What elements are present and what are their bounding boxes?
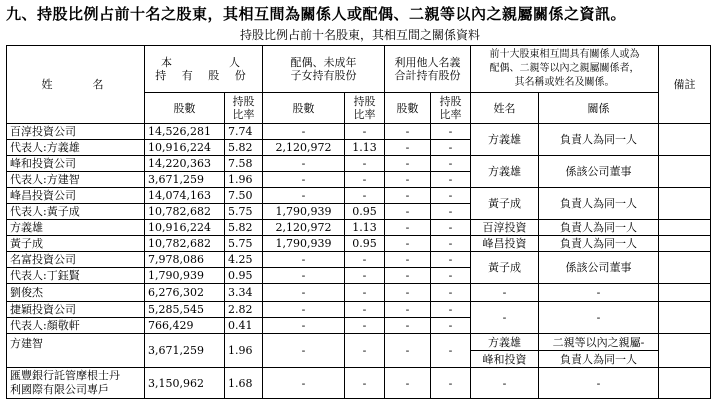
cell-shares: 766,429: [145, 318, 225, 334]
cell-rel-relation: 負責人為同一人: [539, 188, 659, 220]
header-relation: 前十大股東相互間具有關係人或為 配偶、二親等以內之親屬關係者， 其名稱或姓名及關係。: [471, 46, 659, 93]
header-spouse-count: 股數: [263, 93, 345, 124]
cell-ratio: 5.82: [225, 140, 263, 156]
cell-spouse-shares: -: [263, 156, 345, 172]
cell-spouse-ratio: -: [345, 368, 385, 399]
cell-rel-name: 方義雄: [471, 334, 539, 351]
shareholder-table: [6, 45, 711, 399]
cell-spouse-shares: -: [263, 318, 345, 334]
cell-shares: 7,978,086: [145, 252, 225, 268]
cell-shares: 3,671,259: [145, 172, 225, 188]
table-row: [7, 302, 711, 318]
cell-nominee-shares: -: [385, 140, 431, 156]
cell-ratio: 7.58: [225, 156, 263, 172]
cell-spouse-shares: -: [263, 368, 345, 399]
cell-nominee-ratio: -: [431, 156, 471, 172]
cell-name: 代表人:顏敬軒: [7, 318, 145, 334]
cell-spouse-ratio: 1.13: [345, 220, 385, 236]
cell-nominee-ratio: -: [431, 284, 471, 302]
cell-nominee-shares: -: [385, 334, 431, 368]
cell-ratio: 7.74: [225, 124, 263, 140]
header-ratio: 持股 比率: [225, 93, 263, 124]
cell-nominee-ratio: -: [431, 302, 471, 318]
cell-shares: 14,220,363: [145, 156, 225, 172]
cell-rel-name: 峰昌投資: [471, 236, 539, 252]
cell-spouse-shares: -: [263, 188, 345, 204]
cell-note: [659, 284, 711, 302]
header-nominee-shares: 利用他人名義 合計持有股份: [385, 46, 471, 93]
cell-nominee-shares: -: [385, 284, 431, 302]
cell-name: 峰昌投資公司: [7, 188, 145, 204]
cell-rel-name: 黃子成: [471, 252, 539, 284]
table-row: [7, 334, 711, 351]
cell-rel-relation: 負責人為同一人: [539, 124, 659, 156]
cell-name: 捷穎投資公司: [7, 302, 145, 318]
header-nominee-ratio: 持股 比率: [431, 93, 471, 124]
cell-nominee-shares: -: [385, 268, 431, 284]
cell-spouse-ratio: 0.95: [345, 204, 385, 220]
cell-nominee-ratio: -: [431, 220, 471, 236]
header-spouse-shares: 配偶、未成年 子女持有股份: [263, 46, 385, 93]
cell-note: [659, 156, 711, 188]
cell-shares: 1,790,939: [145, 268, 225, 284]
cell-spouse-shares: 1,790,939: [263, 204, 345, 220]
cell-spouse-shares: -: [263, 124, 345, 140]
cell-nominee-shares: -: [385, 236, 431, 252]
cell-rel-name: 方義雄: [471, 124, 539, 156]
cell-nominee-shares: -: [385, 172, 431, 188]
cell-spouse-shares: 1,790,939: [263, 236, 345, 252]
header-spouse-ratio: 持股 比率: [345, 93, 385, 124]
cell-nominee-ratio: -: [431, 252, 471, 268]
cell-rel-relation: 負責人為同一人: [539, 351, 659, 368]
table-row: [7, 188, 711, 204]
cell-spouse-shares: 2,120,972: [263, 140, 345, 156]
cell-name: 代表人:丁鈺賢: [7, 268, 145, 284]
cell-spouse-ratio: -: [345, 124, 385, 140]
cell-rel-relation: 係該公司董事: [539, 156, 659, 188]
table-row: [7, 156, 711, 172]
cell-nominee-shares: -: [385, 220, 431, 236]
cell-shares: 5,285,545: [145, 302, 225, 318]
header-shares: 股數: [145, 93, 225, 124]
cell-shares: 3,671,259: [145, 334, 225, 368]
cell-nominee-shares: -: [385, 318, 431, 334]
cell-name: 匯豐銀行託管摩根士丹 利國際有限公司專戶: [7, 368, 145, 399]
cell-rel-relation: 二親等以內之親屬-: [539, 334, 659, 351]
cell-ratio: 5.75: [225, 204, 263, 220]
cell-name: 劉俊杰: [7, 284, 145, 302]
cell-rel-name: 方義雄: [471, 156, 539, 188]
cell-rel-name: -: [471, 302, 539, 334]
cell-rel-relation: -: [539, 284, 659, 302]
cell-spouse-ratio: -: [345, 156, 385, 172]
header-own-shares: 本 人 持 有 股 份: [145, 46, 263, 93]
cell-nominee-ratio: -: [431, 140, 471, 156]
cell-nominee-shares: -: [385, 302, 431, 318]
cell-note: [659, 220, 711, 236]
cell-spouse-ratio: -: [345, 268, 385, 284]
table-row: [7, 368, 711, 399]
table-row: [7, 124, 711, 140]
cell-name: 代表人:黃子成: [7, 204, 145, 220]
table-row: [7, 284, 711, 302]
cell-spouse-ratio: -: [345, 284, 385, 302]
table-row: [7, 220, 711, 236]
cell-shares: 10,916,224: [145, 140, 225, 156]
cell-shares: 3,150,962: [145, 368, 225, 399]
cell-rel-name: -: [471, 284, 539, 302]
cell-ratio: 2.82: [225, 302, 263, 318]
cell-spouse-ratio: -: [345, 302, 385, 318]
cell-spouse-shares: -: [263, 172, 345, 188]
cell-name: 代表人:方義雄: [7, 140, 145, 156]
cell-nominee-ratio: -: [431, 188, 471, 204]
cell-name: 名富投資公司: [7, 252, 145, 268]
table-row: [7, 236, 711, 252]
cell-nominee-ratio: -: [431, 236, 471, 252]
cell-shares: 10,916,224: [145, 220, 225, 236]
cell-nominee-shares: -: [385, 252, 431, 268]
cell-nominee-ratio: -: [431, 124, 471, 140]
cell-rel-relation: 負責人為同一人: [539, 220, 659, 236]
cell-spouse-shares: -: [263, 334, 345, 368]
cell-rel-relation: -: [539, 302, 659, 334]
cell-nominee-shares: -: [385, 368, 431, 399]
cell-shares: 10,782,682: [145, 236, 225, 252]
cell-note: [659, 368, 711, 399]
cell-nominee-ratio: -: [431, 334, 471, 368]
section-heading: 九、持股比例占前十名之股東，其相互間為關係人或配偶、二親等以內之親屬關係之資訊。: [6, 5, 627, 23]
cell-name: 峰和投資公司: [7, 156, 145, 172]
cell-rel-relation: -: [539, 368, 659, 399]
cell-name: 百淳投資公司: [7, 124, 145, 140]
cell-name: 方建智: [7, 334, 145, 368]
cell-spouse-ratio: -: [345, 172, 385, 188]
cell-shares: 6,276,302: [145, 284, 225, 302]
cell-spouse-shares: -: [263, 252, 345, 268]
header-name: 姓 名: [7, 46, 145, 124]
cell-note: [659, 188, 711, 220]
header-rel-name: 姓名: [471, 93, 539, 124]
cell-nominee-ratio: -: [431, 368, 471, 399]
cell-ratio: 1.68: [225, 368, 263, 399]
cell-note: [659, 334, 711, 368]
cell-nominee-shares: -: [385, 124, 431, 140]
cell-ratio: 5.82: [225, 220, 263, 236]
cell-note: [659, 124, 711, 156]
cell-spouse-ratio: -: [345, 188, 385, 204]
cell-spouse-ratio: -: [345, 334, 385, 368]
cell-nominee-ratio: -: [431, 318, 471, 334]
cell-nominee-shares: -: [385, 204, 431, 220]
cell-spouse-shares: -: [263, 268, 345, 284]
cell-shares: 14,074,163: [145, 188, 225, 204]
cell-spouse-ratio: -: [345, 318, 385, 334]
cell-nominee-shares: -: [385, 188, 431, 204]
cell-spouse-ratio: 1.13: [345, 140, 385, 156]
cell-name: 黃子成: [7, 236, 145, 252]
cell-ratio: 3.34: [225, 284, 263, 302]
cell-spouse-shares: -: [263, 284, 345, 302]
cell-nominee-ratio: -: [431, 172, 471, 188]
cell-rel-name: 黃子成: [471, 188, 539, 220]
cell-ratio: 5.75: [225, 236, 263, 252]
cell-name: 代表人:方建智: [7, 172, 145, 188]
cell-rel-name: -: [471, 368, 539, 399]
cell-nominee-shares: -: [385, 156, 431, 172]
header-nominee-count: 股數: [385, 93, 431, 124]
cell-rel-name: 峰和投資: [471, 351, 539, 368]
table-title: 持股比例占前十名股東，其相互間之關係資料: [239, 28, 480, 42]
cell-spouse-ratio: 0.95: [345, 236, 385, 252]
cell-ratio: 1.96: [225, 334, 263, 368]
cell-nominee-ratio: -: [431, 204, 471, 220]
cell-ratio: 4.25: [225, 252, 263, 268]
cell-rel-relation: 係該公司董事: [539, 252, 659, 284]
header-rel-relation: 關係: [539, 93, 659, 124]
cell-note: [659, 302, 711, 334]
cell-spouse-ratio: -: [345, 252, 385, 268]
header-note: 備註: [659, 46, 711, 124]
cell-shares: 14,526,281: [145, 124, 225, 140]
table-row: [7, 252, 711, 268]
cell-ratio: 0.95: [225, 268, 263, 284]
cell-note: [659, 236, 711, 252]
cell-spouse-shares: 2,120,972: [263, 220, 345, 236]
cell-rel-name: 百淳投資: [471, 220, 539, 236]
cell-nominee-ratio: -: [431, 268, 471, 284]
cell-ratio: 0.41: [225, 318, 263, 334]
cell-note: [659, 252, 711, 284]
cell-shares: 10,782,682: [145, 204, 225, 220]
cell-name: 方義雄: [7, 220, 145, 236]
cell-ratio: 1.96: [225, 172, 263, 188]
cell-spouse-shares: -: [263, 302, 345, 318]
cell-rel-relation: 負責人為同一人: [539, 236, 659, 252]
cell-ratio: 7.50: [225, 188, 263, 204]
